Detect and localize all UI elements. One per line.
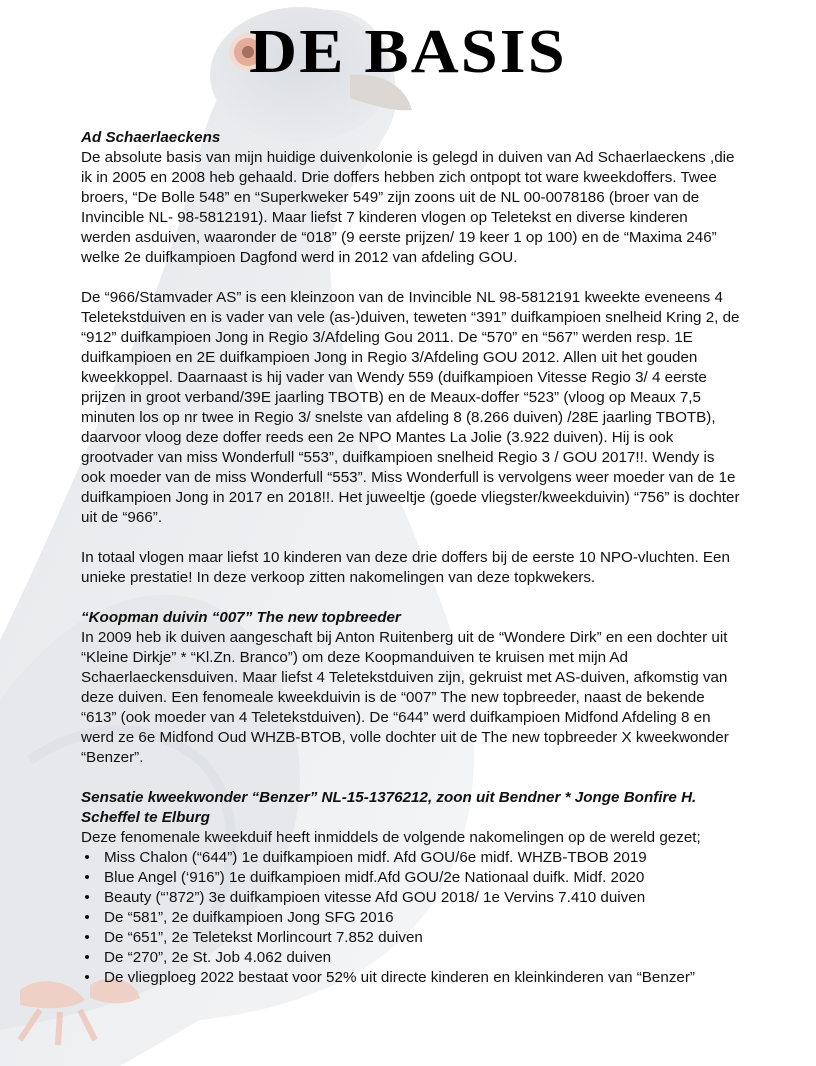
bullet-icon: • xyxy=(84,929,90,946)
bullet-icon: • xyxy=(84,909,90,926)
paragraph: De “966/Stamvader AS” is een kleinzoon van de Invincible NL 98-5812191 kweekte eveneens 4 Teletekstduiven en is vader van vele (as-)duiven, teweten “391” duifkampioen snelheid Kring 2, de “912” duifkampioen Jong in Regio 3/Afdeling Gou 2011. De “570” en “567” werden resp. 1E duifkampioen en 2E duifkampioen Jong in Regio 3/Afdeling GOU 2012. Allen uit het gouden kweekkoppel. Daarnaast is hij vader van Wendy 559 (duifkampioen Vitesse Regio 3/ 4 eerste prijzen in groot verband/39E jaarling TBOTB) en de Meaux-doffer “523” (vloog op Meaux 7,5 minuten los op nr twee in Regio 3/ snelste van afdeling 8 (8.266 duiven) /28E jaarling TBOTB), daarvoor vloog deze doffer reeds een 2e NPO Mantes La Jolie (3.922 duiven). Hij is ook grootvader van miss Wonderfull “553”, duifkampioen snelheid Regio 3 / GOU 2017!!. Wendy is ook moeder van de miss Wonderfull “553”. Miss Wonderfull is vervolgens weer moeder van de 1e duifkampioen Jong in 2017 en 2018!!. Het juweeltje (goede vliegster/kweekduivin) “756” is dochter uit de “966”. xyxy=(81,289,740,526)
list-item xyxy=(81,908,741,928)
list-item-text: Blue Angel (‘916”) 1e duifkampioen midf.Afd GOU/2e Nationaal duifk. Midf. 2020 xyxy=(104,869,645,886)
document-body xyxy=(81,128,741,988)
page-title: DE BASIS xyxy=(249,18,567,86)
list-item-text: De “270”, 2e St. Job 4.062 duiven xyxy=(104,949,332,966)
list-item xyxy=(81,968,741,988)
paragraph: In 2009 heb ik duiven aangeschaft bij Anton Ruitenberg uit de “Wondere Dirk” en een dochter uit “Kleine Dirkje” * “Kl.Zn. Branco”) om deze Koopmanduiven te kruisen met mijn Ad Schaerlaeckensduiven. Maar liefst 4 Teletekstduiven zijn, gekruist met AS-duiven, afkomstig van deze duiven. Een fenomeale kweekduivin is de “007” The new topbreeder, naast de bekende “613” (ook moeder van 4 Teletekstduiven). De “644” werd duifkampioen Midfond Afdeling 8 en werd ze 6e Midfond Oud WHZB-BTOB, volle dochter uit de The new topbreeder X kweekwonder “Benzer”. xyxy=(81,629,729,766)
list-item xyxy=(81,868,741,888)
list-item-text: De vliegploeg 2022 bestaat voor 52% uit directe kinderen en kleinkinderen van “Benzer” xyxy=(104,969,695,986)
list-item-text: De “581”, 2e duifkampioen Jong SFG 2016 xyxy=(104,909,394,926)
bullet-icon: • xyxy=(84,949,90,966)
list-item-text: Beauty (“’872”) 3e duifkampioen vitesse Afd GOU 2018/ 1e Vervins 7.410 duiven xyxy=(104,889,646,906)
bullet-icon: • xyxy=(84,849,90,866)
list-item xyxy=(81,948,741,968)
paragraph: De absolute basis van mijn huidige duivenkolonie is gelegd in duiven van Ad Schaerlaeckens ,die ik in 2005 en 2008 heb gehaald. Drie doffers hebben zich ontpopt tot ware kweekdoffers. Twee broers, “De Bolle 548” en “Superkweker 549” zijn zoons uit de NL 00-0078186 (broer van de Invincible NL- 98-5812191). Maar liefst 7 kinderen vlogen op Teletekst en diverse kinderen werden asduiven, waaronder de “018” (9 eerste prijzen/ 19 keer 1 op 100) en de “Maxima 246” welke 2e duifkampioen Dagfond werd in 2012 van afdeling GOU. xyxy=(81,149,735,266)
list-item xyxy=(81,888,741,908)
list-item xyxy=(81,848,741,868)
bullet-icon: • xyxy=(84,969,90,986)
list-item-text: De “651”, 2e Teletekst Morlincourt 7.852 duiven xyxy=(104,929,423,946)
section-heading-benzer: Sensatie kweekwonder “Benzer” NL-15-1376212, zoon uit Bendner * Jonge Bonfire H. Scheffel te Elburg xyxy=(81,789,697,826)
intro-paragraph: Deze fenomenale kweekduif heeft inmiddels de volgende nakomelingen op de wereld gezet; xyxy=(81,829,701,846)
bullet-icon: • xyxy=(84,869,90,886)
offspring-list xyxy=(81,848,741,988)
section-heading-koopman: “Koopman duivin “007” The new topbreeder xyxy=(81,609,401,626)
section-heading-ad-schaerlaeckens: Ad Schaerlaeckens xyxy=(81,129,221,146)
list-item xyxy=(81,928,741,948)
paragraph: In totaal vlogen maar liefst 10 kinderen van deze drie doffers bij de eerste 10 NPO-vluchten. Een unieke prestatie! In deze verkoop zitten nakomelingen van deze topkwekers. xyxy=(81,549,730,586)
bullet-icon: • xyxy=(84,889,90,906)
list-item-text: Miss Chalon (“644”) 1e duifkampioen midf. Afd GOU/6e midf. WHZB-TBOB 2019 xyxy=(104,849,647,866)
